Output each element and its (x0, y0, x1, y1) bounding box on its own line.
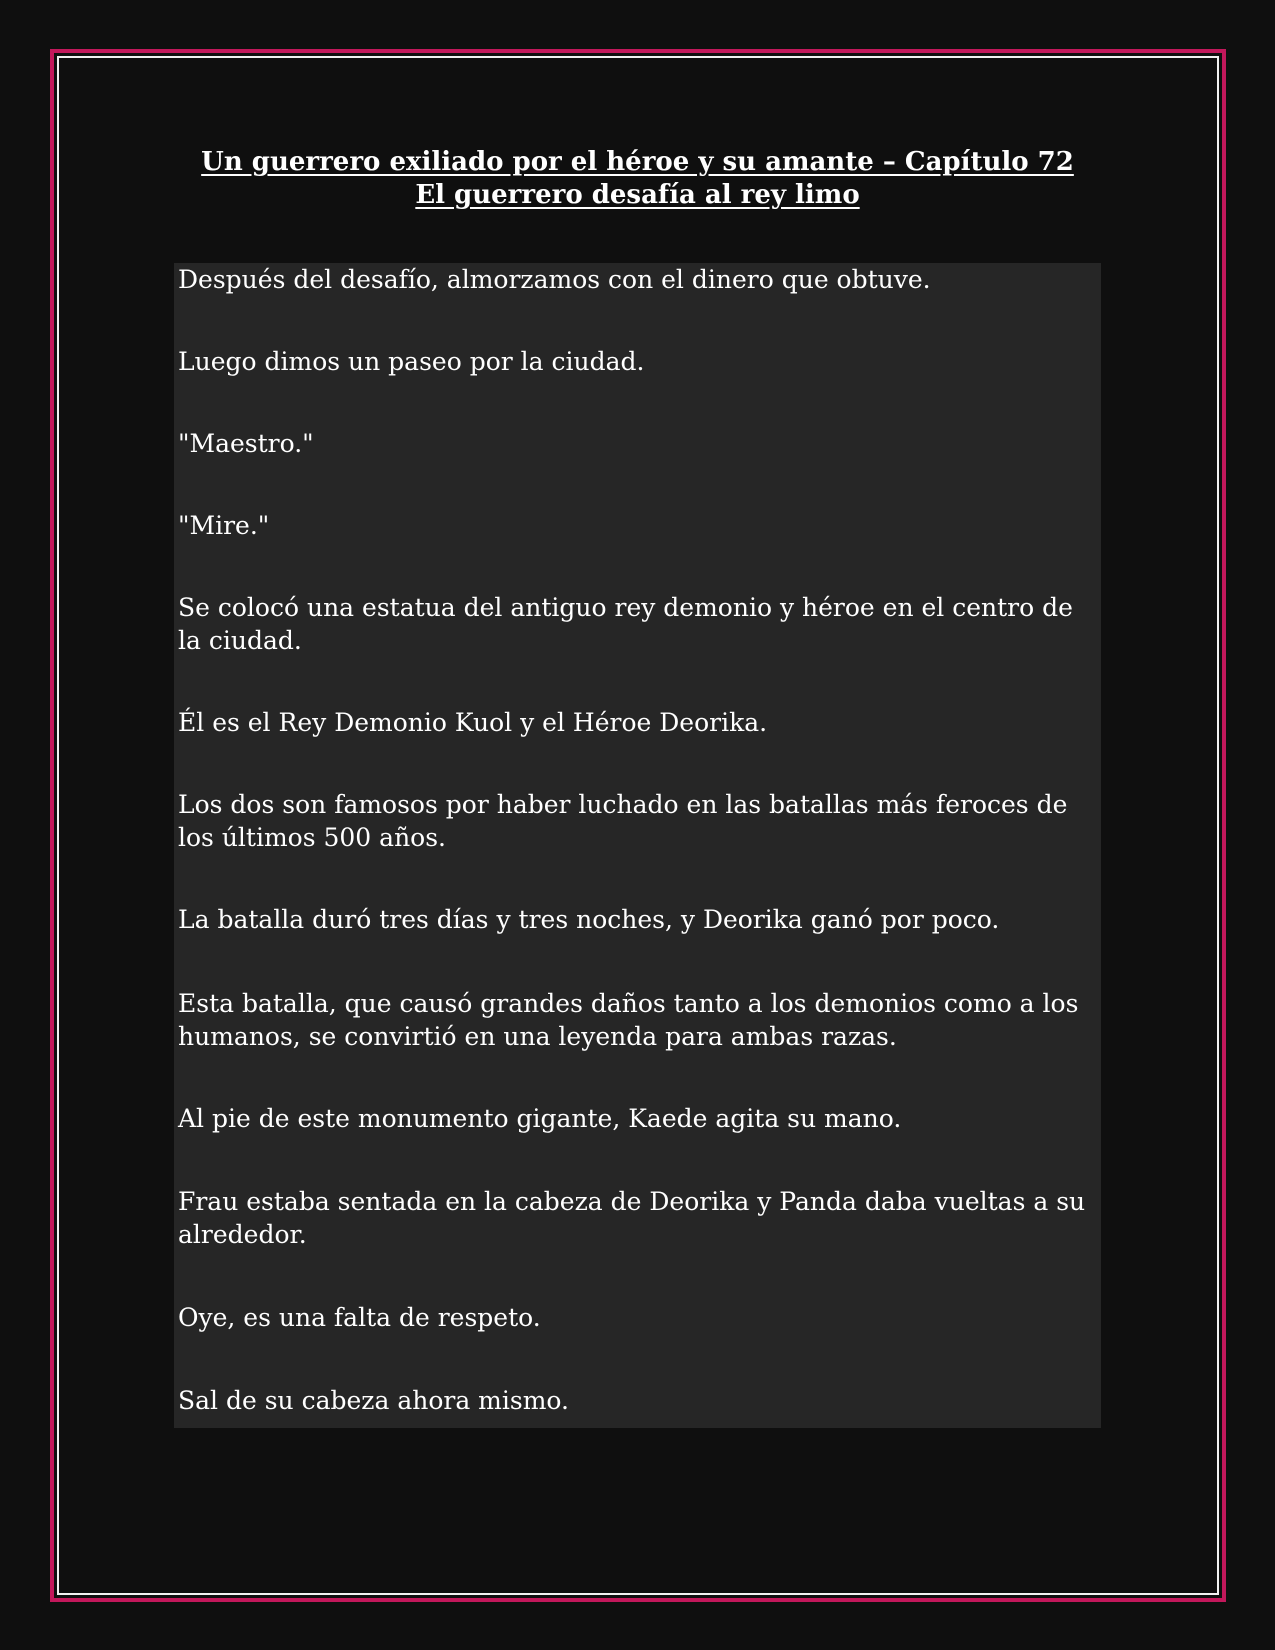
chapter-title (0, 146, 1275, 212)
chapter-text-panel (174, 263, 1101, 1428)
paragraph-12: Oye, es una falta de respeto. (178, 1303, 541, 1332)
paragraph-13: Sal de su cabeza ahora mismo. (178, 1386, 569, 1415)
paragraph-8: La batalla duró tres días y tres noches, y Deorika ganó por poco. (178, 905, 1000, 934)
chapter-title-line-2: El guerrero desafía al rey limo (415, 180, 860, 210)
paragraph-3: "Maestro." (178, 429, 314, 458)
chapter-title-line-1: Un guerrero exiliado por el héroe y su amante – Capítulo 72 (201, 147, 1074, 177)
paragraph-4: "Mire." (178, 511, 270, 540)
paragraph-10: Al pie de este monumento gigante, Kaede agita su mano. (178, 1104, 902, 1133)
paragraph-7: Los dos son famosos por haber luchado en las batallas más feroces de los últimos 500 años. (178, 790, 1068, 852)
paragraph-9: Esta batalla, que causó grandes daños tanto a los demonios como a los humanos, se convirtió en una leyenda para ambas razas. (178, 989, 1079, 1051)
paragraph-2: Luego dimos un paseo por la ciudad. (178, 347, 645, 376)
paragraph-1: Después del desafío, almorzamos con el dinero que obtuve. (178, 265, 931, 294)
paragraph-6: Él es el Rey Demonio Kuol y el Héroe Deorika. (178, 708, 768, 737)
paragraph-5: Se colocó una estatua del antiguo rey demonio y héroe en el centro de la ciudad. (178, 593, 1073, 655)
paragraph-11: Frau estaba sentada en la cabeza de Deorika y Panda daba vueltas a su alrededor. (178, 1187, 1086, 1249)
